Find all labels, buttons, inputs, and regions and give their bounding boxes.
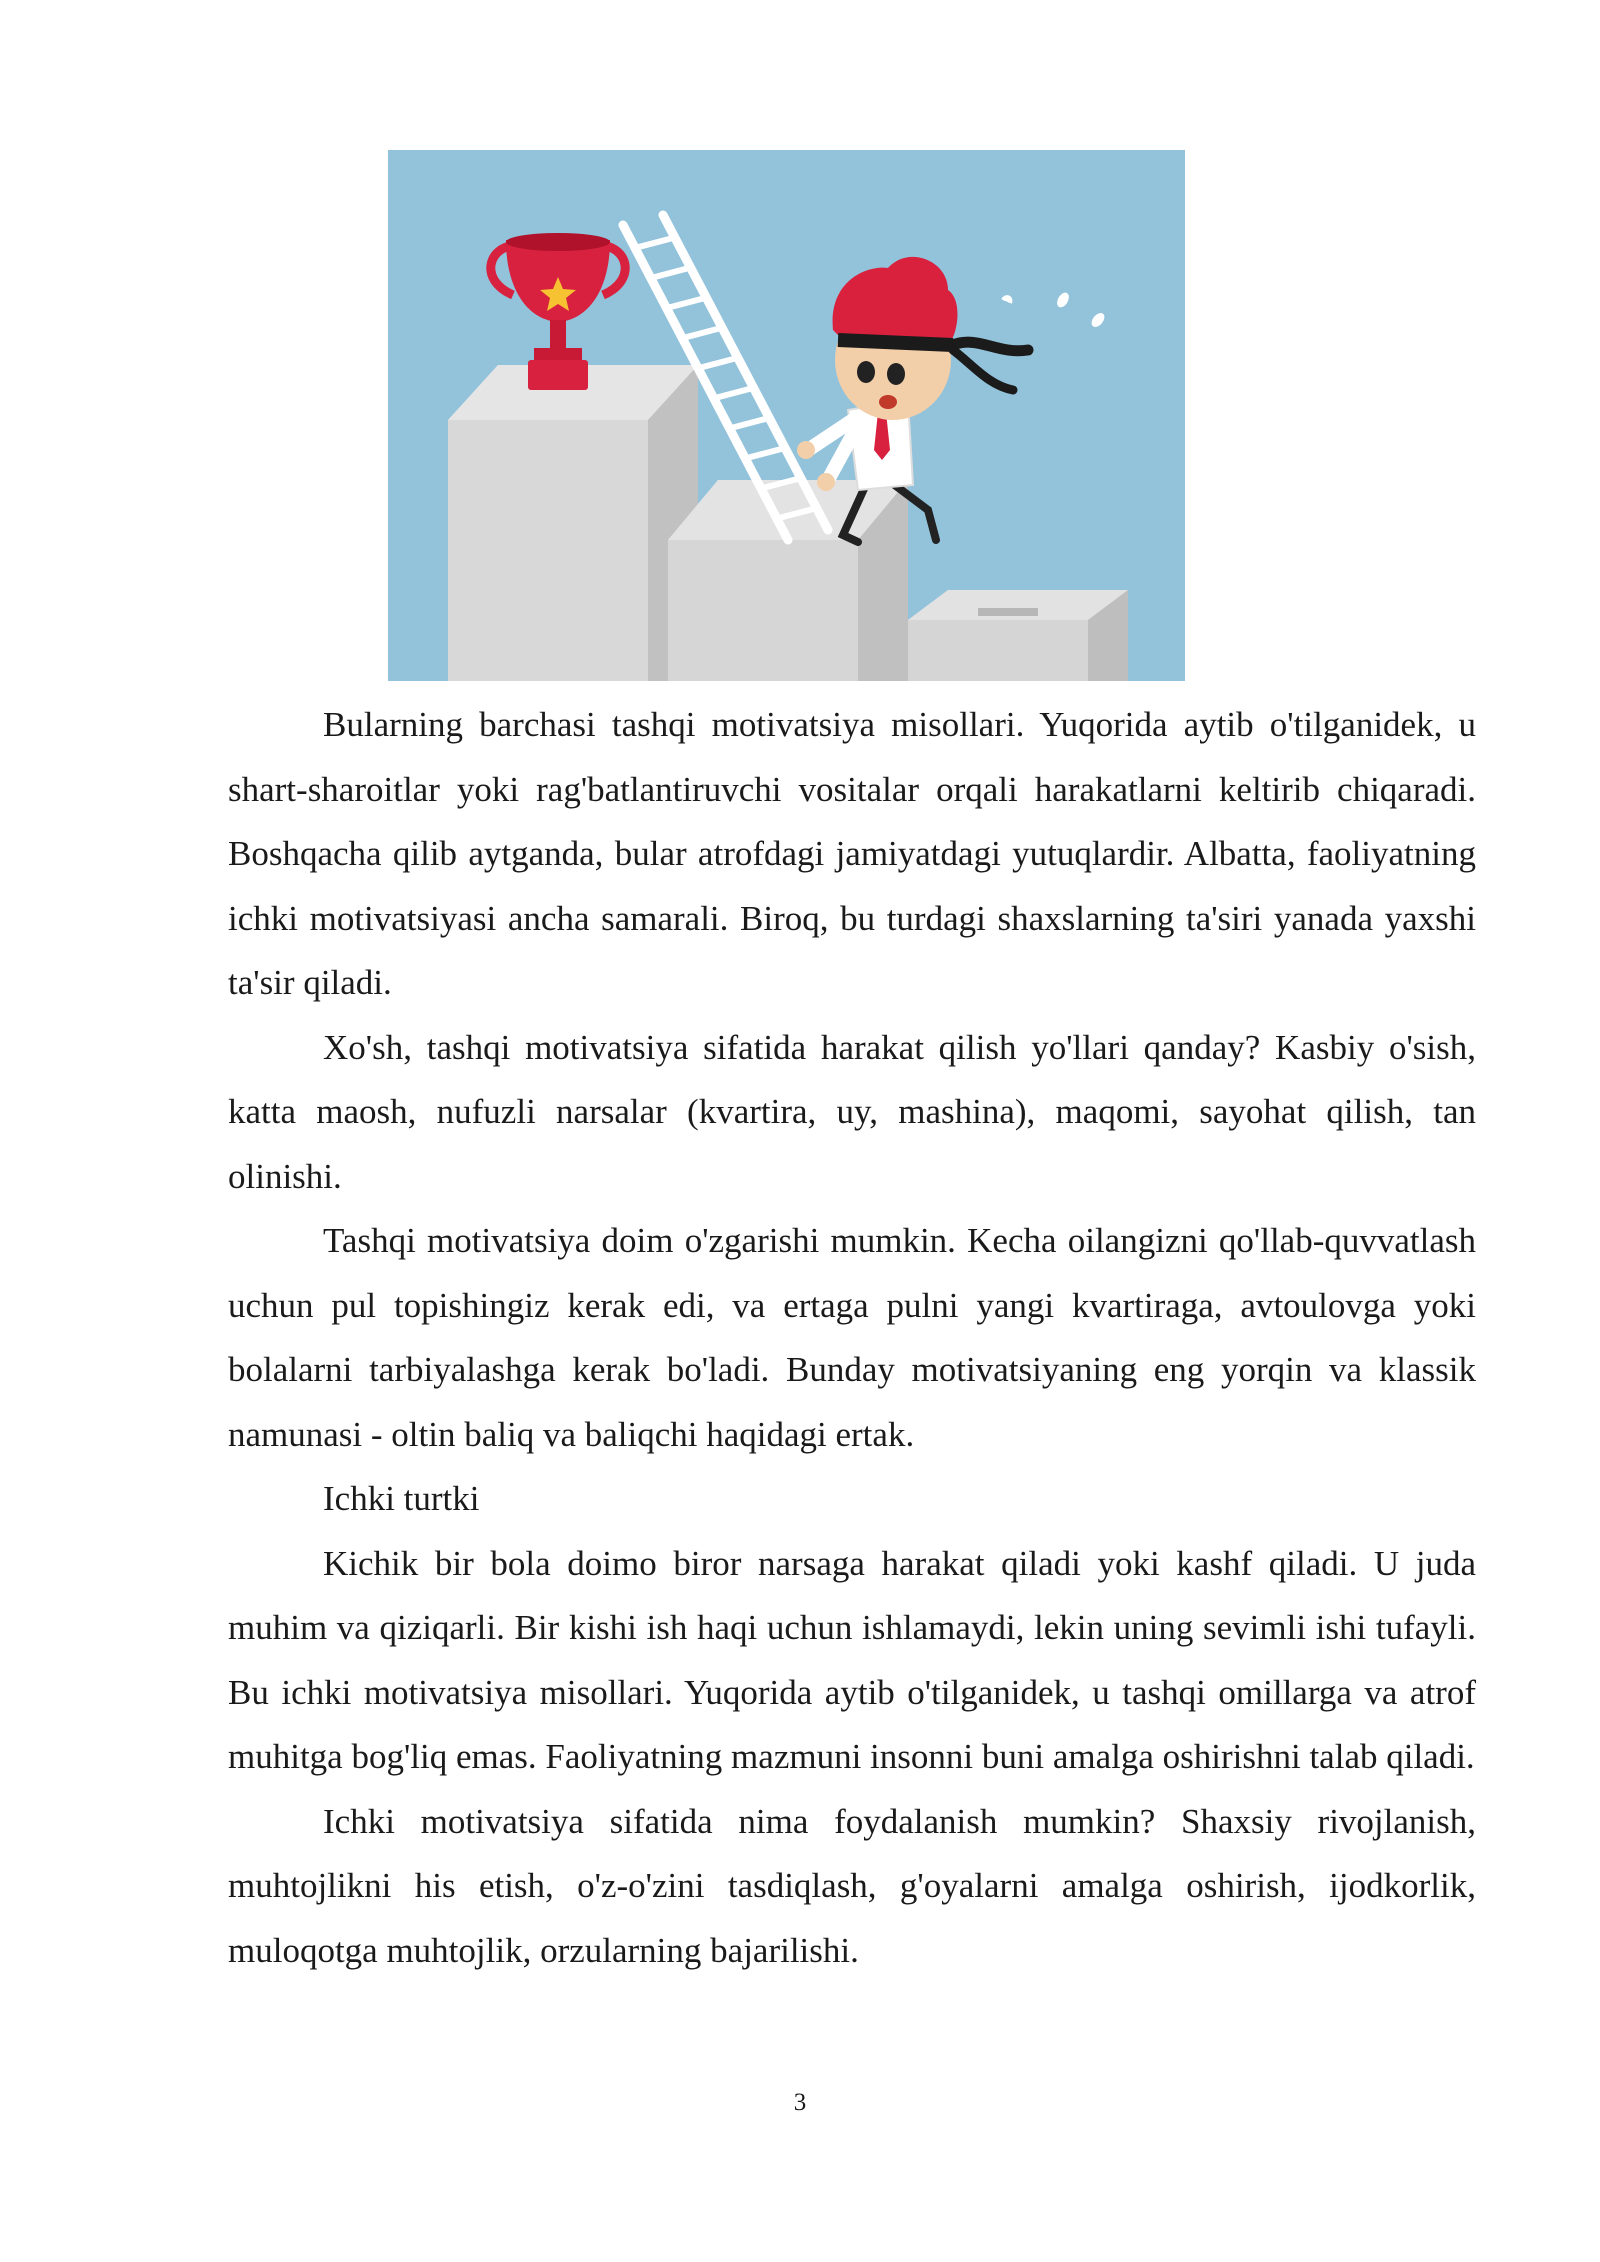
body-text (228, 693, 1476, 1983)
paragraph: Xo'sh, tashqi motivatsiya sifatida harakat qilish yo'llari qanday? Kasbiy o'sish, katta maosh, nufuzli narsalar (kvartira, uy, mashina), maqomi, sayohat qilish, tan olinishi. (228, 1027, 1476, 1196)
paragraph: Ichki motivatsiya sifatida nima foydalanish mumkin? Shaxsiy rivojlanish, muhtojlikni his etish, o'z-o'zini tasdiqlash, g'oyalarni amalga oshirish, ijodkorlik, muloqotga muhtojlik, orzularning bajarilishi. (228, 1801, 1476, 1970)
section-heading: Ichki turtki (323, 1479, 480, 1518)
illustration-svg (388, 150, 1185, 681)
trophy-ladder-illustration (388, 150, 1185, 681)
paragraph: Kichik bir bola doimo biror narsaga harakat qiladi yoki kashf qiladi. U juda muhim va qiziqarli. Bir kishi ish haqi uchun ishlamaydi, lekin uning sevimli ishi tufayli. Bu ichki motivatsiya misollari. Yuqorida aytib o'tilganidek, u tashqi omillarga va atrof muhitga bog'liq emas. Faoliyatning mazmuni insonni buni amalga oshirishni talab qiladi. (228, 1543, 1476, 1776)
paragraph: Tashqi motivatsiya doim o'zgarishi mumkin. Kecha oilangizni qo'llab-quvvatlash uchun pul topishingiz kerak edi, va ertaga pulni yangi kvartiraga, avtoulovga yoki bolalarni tarbiyalashga kerak bo'ladi. Bunday motivatsiyaning eng yorqin va klassik namunasi - oltin baliq va baliqchi haqidagi ertak. (228, 1221, 1476, 1454)
paragraph: Bularning barchasi tashqi motivatsiya misollari. Yuqorida aytib o'tilganidek, u shart-sharoitlar yoki rag'batlantiruvchi vositalar orqali harakatlarni keltirib chiqaradi. Boshqacha qilib aytganda, bular atrofdagi jamiyatdagi yutuqlardir. Albatta, faoliyatning ichki motivatsiyasi ancha samarali. Biroq, bu turdagi shaxslarning ta'siri yanada yaxshi ta'sir qiladi. (228, 705, 1476, 1002)
page-number: 3 (793, 2089, 807, 2116)
